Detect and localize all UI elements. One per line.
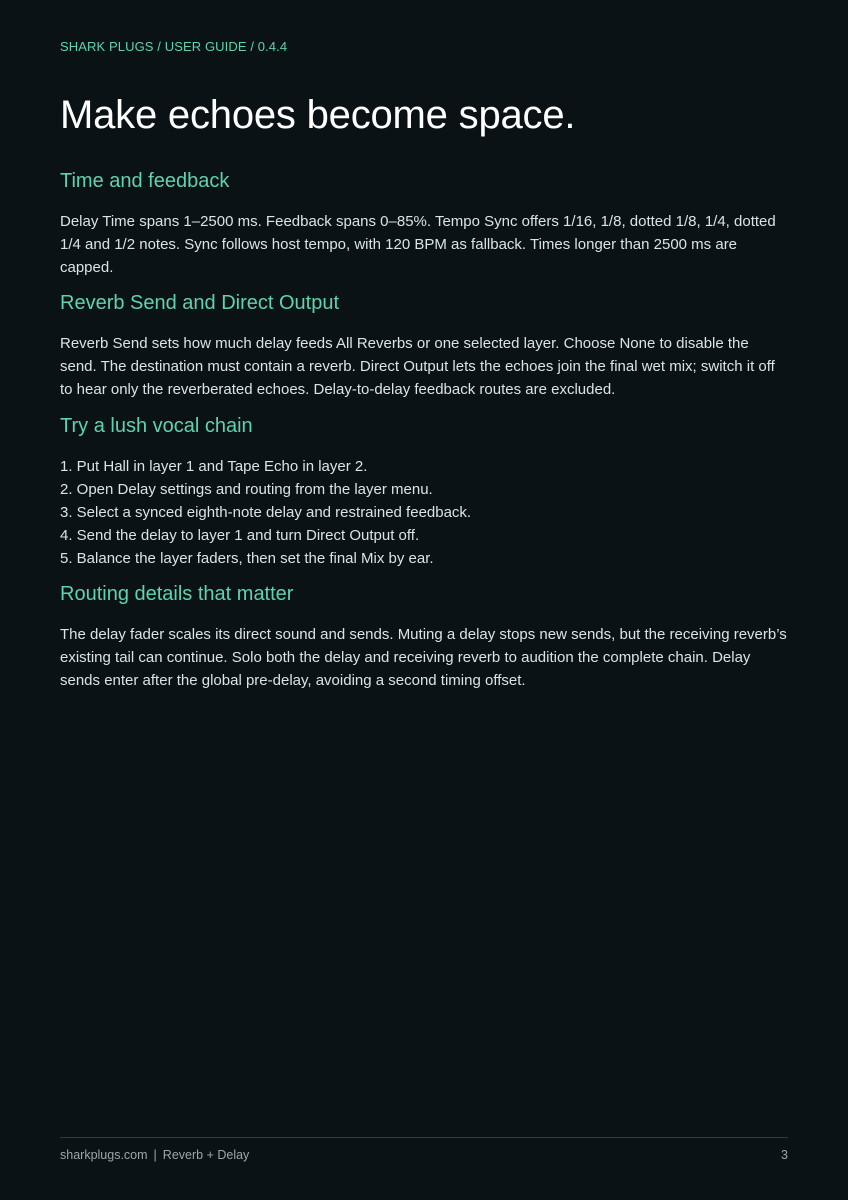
list-item: 4. Send the delay to layer 1 and turn Direct Output off. — [60, 527, 420, 544]
page-number: 3 — [781, 1148, 788, 1162]
section-heading: Try a lush vocal chain — [60, 415, 253, 437]
footer-site-link[interactable]: sharkplugs.com — [60, 1148, 148, 1162]
steps-list — [60, 455, 788, 570]
section-routing-details — [60, 581, 788, 692]
section-heading: Routing details that matter — [60, 583, 294, 605]
list-item: 5. Balance the layer faders, then set the final Mix by ear. — [60, 550, 434, 567]
document-page — [60, 0, 788, 1200]
footer-divider — [60, 1137, 788, 1138]
section-reverb-send — [60, 290, 788, 401]
footer-left — [60, 1148, 249, 1162]
footer-separator: | — [153, 1148, 157, 1162]
section-body: Reverb Send sets how much delay feeds All Reverbs or one selected layer. Choose None to disable the send. The destination must contain a reverb. Direct Output lets the echoes join the final wet mix; switch it off to hear only the reverberated echoes. Delay-to-delay feedback routes are excluded. — [60, 335, 775, 398]
footer-product: Reverb + Delay — [162, 1148, 250, 1162]
list-item: 2. Open Delay settings and routing from the layer menu. — [60, 481, 433, 498]
section-heading: Time and feedback — [60, 170, 230, 192]
section-body: The delay fader scales its direct sound and sends. Muting a delay stops new sends, but the receiving reverb’s existing tail can continue. Solo both the delay and receiving reverb to audition the complete chain. Delay sends enter after the global pre-delay, avoiding a second timing offset. — [60, 626, 787, 689]
list-item: 1. Put Hall in layer 1 and Tape Echo in layer 2. — [60, 458, 368, 475]
breadcrumb: SHARK PLUGS / USER GUIDE / 0.4.4 — [60, 39, 288, 54]
page-footer — [60, 1148, 788, 1162]
list-item: 3. Select a synced eighth-note delay and restrained feedback. — [60, 504, 472, 521]
section-heading: Reverb Send and Direct Output — [60, 292, 340, 314]
page-title: Make echoes become space. — [60, 93, 576, 137]
section-body: Delay Time spans 1–2500 ms. Feedback spans 0–85%. Tempo Sync offers 1/16, 1/8, dotted 1/8, 1/4, dotted 1/4 and 1/2 notes. Sync follows host tempo, with 120 BPM as fallback. Times longer than 2500 ms are capped. — [60, 213, 776, 276]
section-time-and-feedback — [60, 168, 788, 279]
section-vocal-chain — [60, 413, 788, 570]
